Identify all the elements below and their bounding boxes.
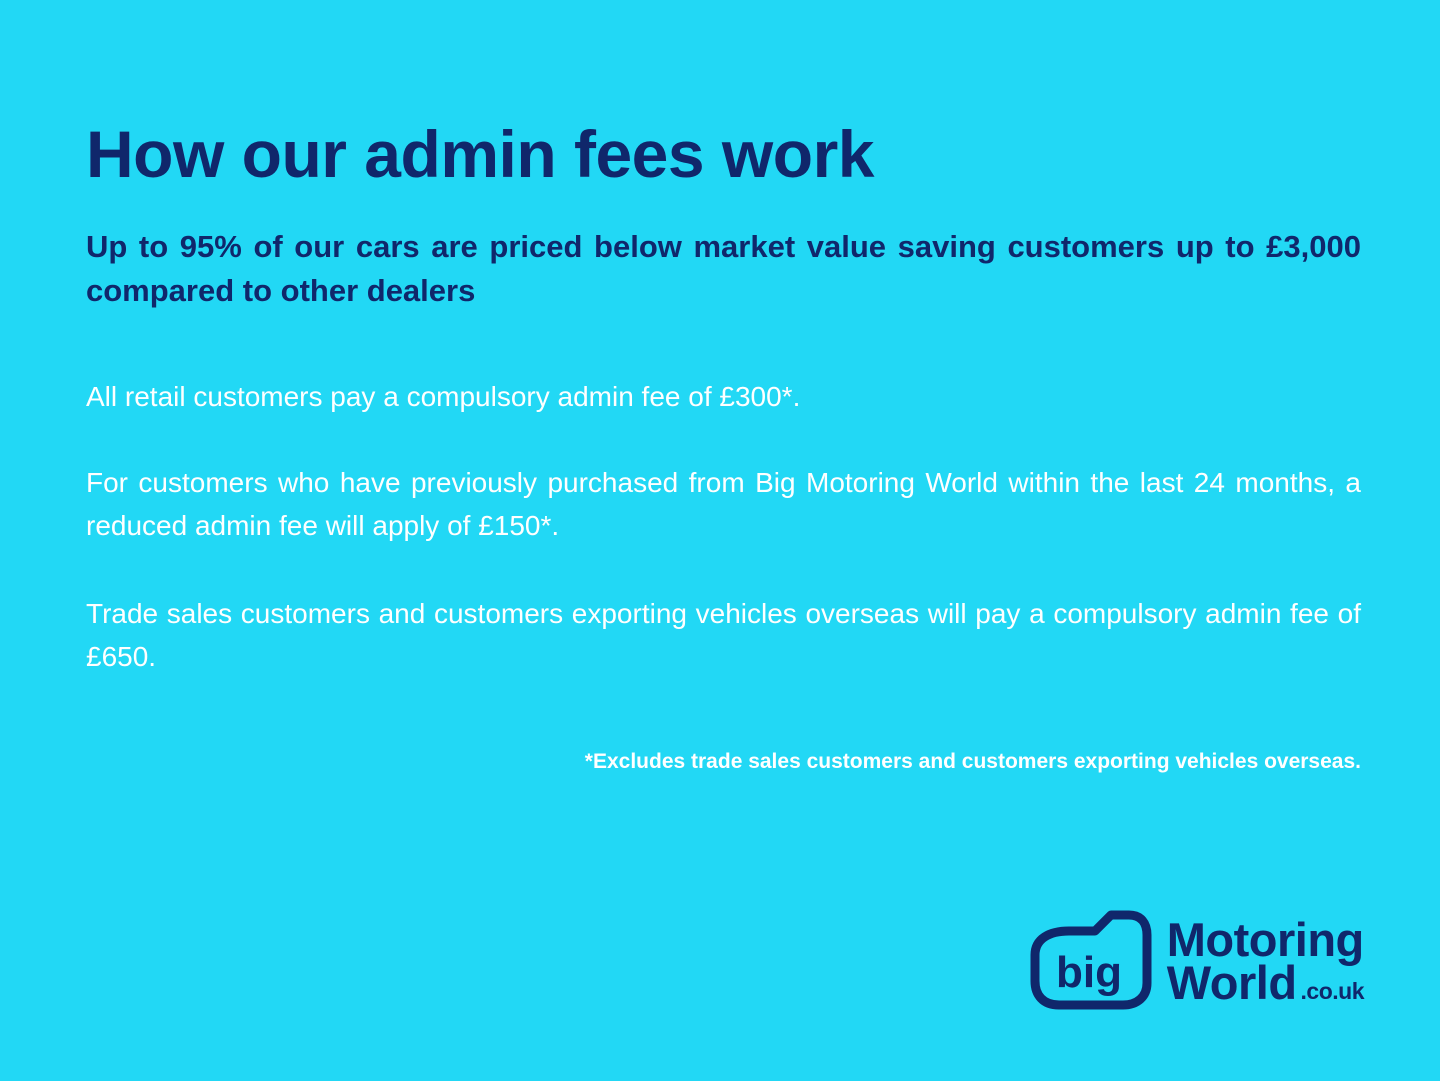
page-title: How our admin fees work	[86, 117, 874, 191]
body-paragraph-2: For customers who have previously purchased from Big Motoring World within the last 24 months, a reduced admin fee will apply of £150*.	[86, 466, 1361, 542]
big-car-badge-icon	[1025, 909, 1153, 1013]
brand-logo	[1025, 909, 1364, 1013]
content-column	[86, 0, 1364, 774]
brand-word-world: World	[1166, 956, 1297, 1009]
brand-wordmark	[1166, 912, 1364, 1009]
svg-text:big: big	[1055, 948, 1122, 997]
footnote-disclaimer: *Excludes trade sales customers and customers exporting vehicles overseas.	[584, 750, 1361, 774]
brand-word-motoring: Motoring	[1166, 912, 1364, 966]
body-paragraph-1: All retail customers pay a compulsory admin fee of £300*.	[86, 381, 801, 413]
subheading: Up to 95% of our cars are priced below market value saving customers up to £3,000 compared to other dealers	[86, 229, 1361, 309]
body-paragraph-3: Trade sales customers and customers exporting vehicles overseas will pay a compulsory admin fee of £650.	[86, 597, 1361, 672]
brand-tld: .co.uk	[1300, 978, 1364, 1004]
